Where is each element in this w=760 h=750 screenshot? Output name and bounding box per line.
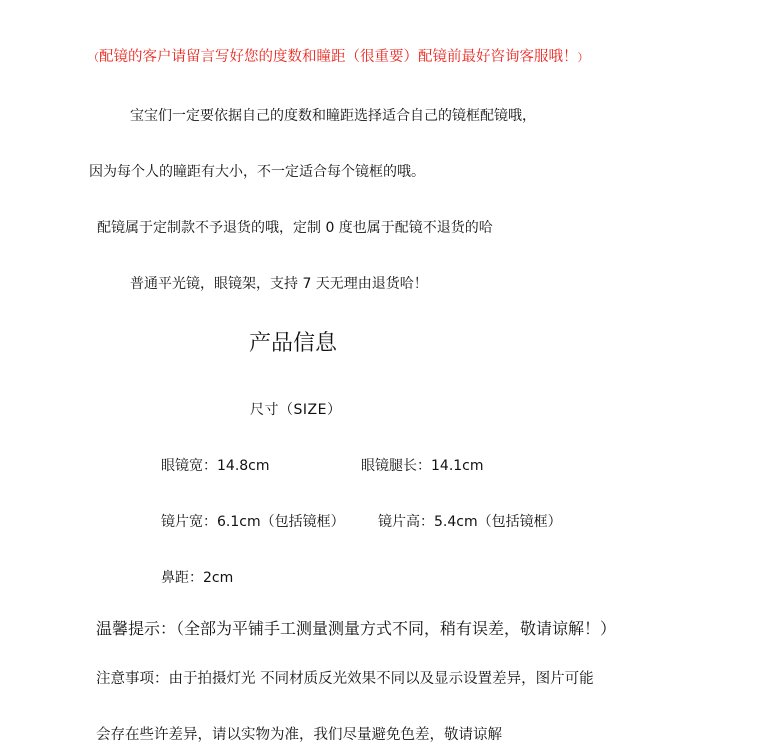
size-title: 尺寸（SIZE） <box>250 402 342 418</box>
notice-line-2: 会存在些许差异，请以实物为准，我们尽量避免色差，敬请谅解 <box>96 727 502 743</box>
notice-open-paren: （ <box>88 51 99 64</box>
lens-width: 镜片宽：6.1cm（包括镜框） <box>161 514 345 530</box>
frame-width: 眼镜宽：14.8cm <box>161 458 270 474</box>
lens-height: 镜片高：5.4cm（包括镜框） <box>378 514 562 530</box>
product-info-title: 产品信息 <box>249 331 338 356</box>
intro-line-1: 宝宝们一定要依据自己的度数和瞳距选择适合自己的镜框配镜哦， <box>130 108 536 124</box>
warm-tip: 温馨提示：（全部为平铺手工测量测量方式不同，稍有误差，敬请谅解！） <box>96 619 617 638</box>
notice-body: 配镜的客户请留言写好您的度数和瞳距（很重要）配镜前最好咨询客服哦！ <box>99 49 578 65</box>
intro-line-2: 因为每个人的瞳距有大小，不一定适合每个镜框的哦。 <box>89 164 425 180</box>
intro-line-4: 普通平光镜，眼镜架，支持 7 天无理由退货哈！ <box>130 276 428 292</box>
notice-close-paren: ） <box>577 51 589 64</box>
intro-line-3: 配镜属于定制款不予退货的哦，定制 0 度也属于配镜不退货的哈 <box>97 220 493 236</box>
notice-line-1: 注意事项：由于拍摄灯光 不同材质反光效果不同以及显示设置差异，图片可能 <box>96 671 594 687</box>
bridge-distance: 鼻距：2cm <box>161 570 234 586</box>
notice-text <box>88 47 589 68</box>
temple-length: 眼镜腿长：14.1cm <box>361 458 484 474</box>
